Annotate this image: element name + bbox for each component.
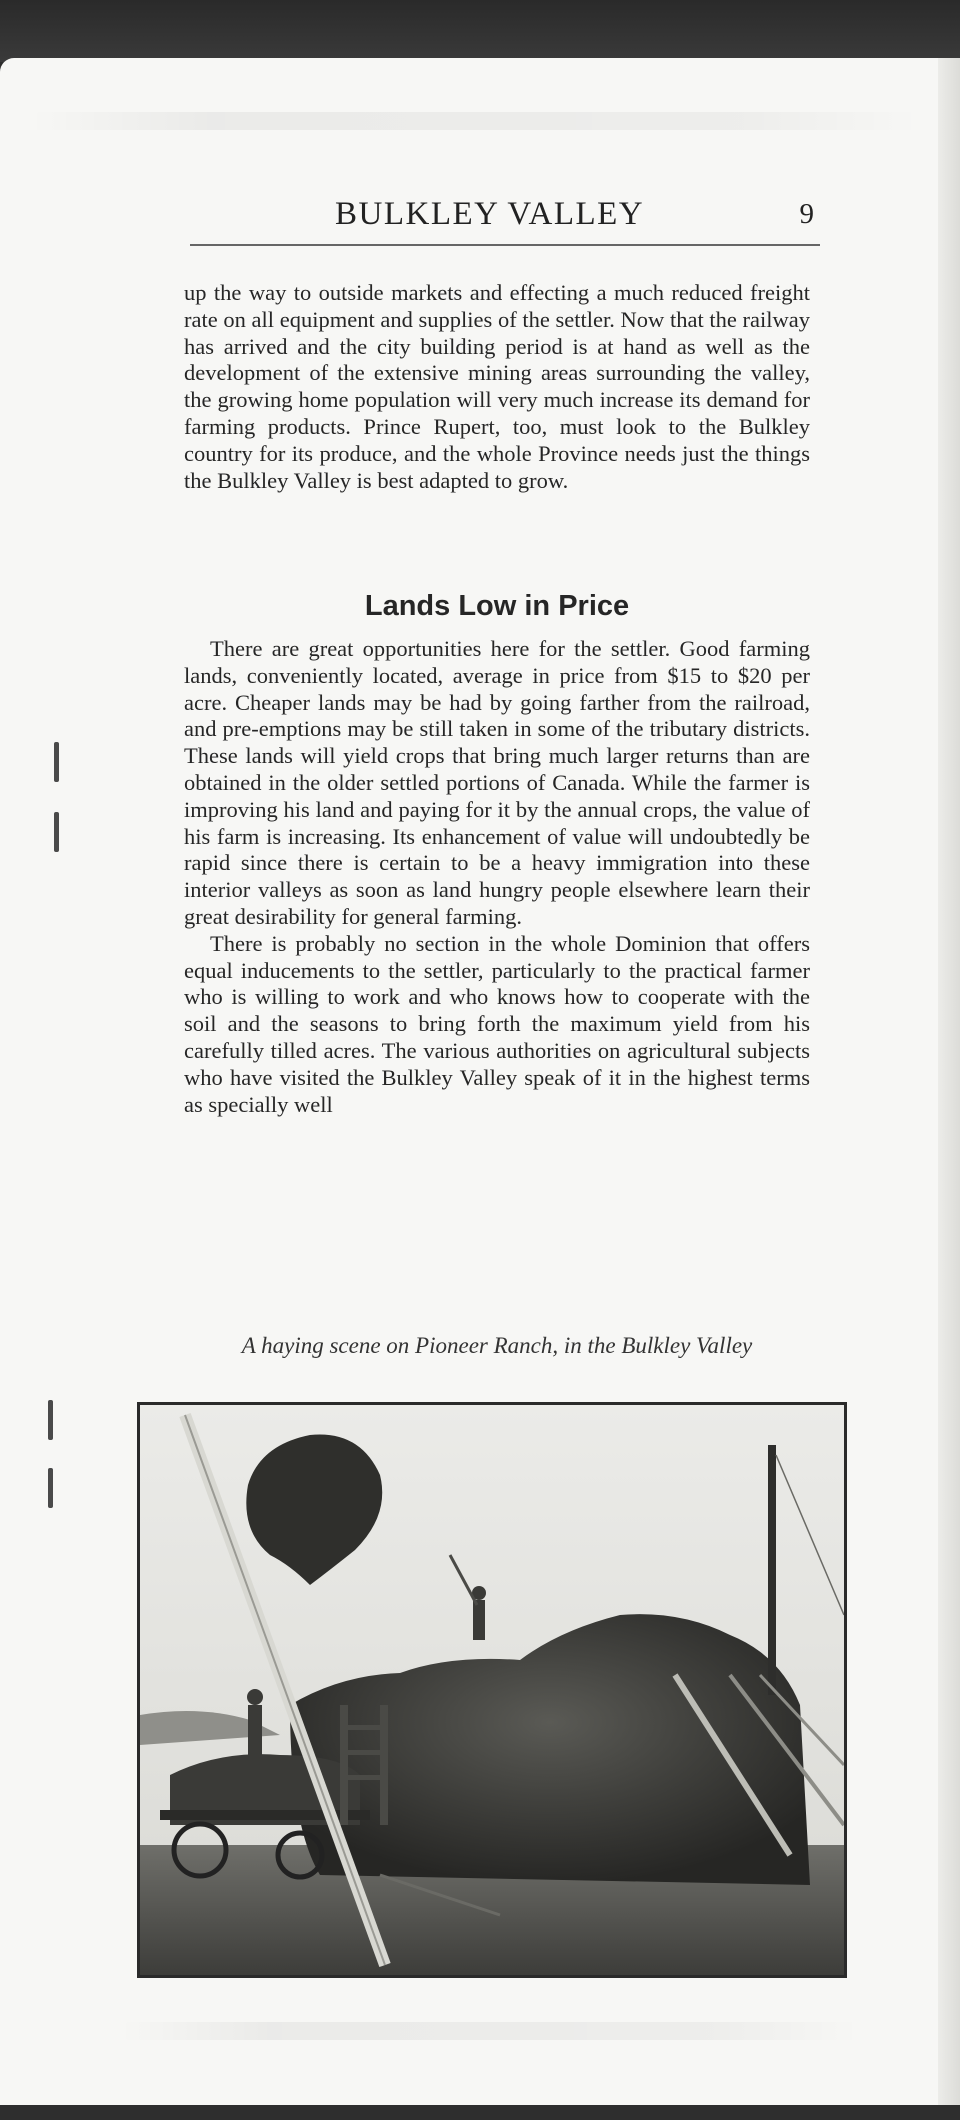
figure-caption: A haying scene on Pioneer Ranch, in the Bulkley Valley — [241, 1333, 753, 1358]
page-number: 9 — [799, 198, 814, 230]
body-paragraph: There are great opportunities here for the settler. Good farming lands, conveniently located, average in price from $15 to $20 per acre. Cheaper lands may be had by going farther from the railroad, and pre-emptions may be still taken in some of the tributary districts. These lands will yield crops that bring much larger returns than are obtained in the older settled portions of Canada. While the farmer is improving his land and paying for it by the annual crops, the value of his farm is increasing. Its enhancement of value will undoubtedly be rapid since there is certain to be a heavy immigration into these interior valleys as soon as land hungry people elsewhere learn their great desirability for general farming. — [184, 636, 810, 929]
binding-mark — [48, 1400, 53, 1440]
binding-mark — [54, 812, 59, 852]
running-header — [190, 196, 820, 246]
intro-paragraph: up the way to outside markets and effecting a much reduced freight rate on all equipment and supplies of the settler. Now that the railway has arrived and the city building period is at hand as well as the development of the extensive mining areas surrounding the valley, the growing home population will very much increase its demand for farming products. Prince Rupert, too, must look to the Bulkley country for its produce, and the whole Province needs just the things the Bulkley Valley is best adapted to grow. — [184, 280, 810, 493]
binding-mark — [48, 1468, 53, 1508]
section-heading: Lands Low in Price — [364, 590, 630, 622]
page-edge — [938, 58, 960, 2108]
bleed-through-line — [30, 112, 920, 130]
bleed-through-line — [120, 2022, 860, 2040]
haying-scene-photo — [137, 1402, 847, 1978]
scan-border-bottom — [0, 2105, 960, 2120]
body-paragraph: There is probably no section in the whole Dominion that offers equal inducements to the settler, particularly to the practical farmer who is willing to work and who knows how to cooperate with the soil and the seasons to bring forth the maximum yield from his carefully tilled acres. The various authorities on agricultural subjects who have visited the Bulkley Valley speak of it in the highest terms as specially well — [184, 930, 810, 1117]
intro-paragraph-block — [184, 280, 810, 494]
scan-border-top — [0, 0, 960, 62]
binding-mark — [54, 742, 59, 782]
header-title: BULKLEY VALLEY — [335, 196, 645, 232]
section-body — [184, 636, 810, 1118]
